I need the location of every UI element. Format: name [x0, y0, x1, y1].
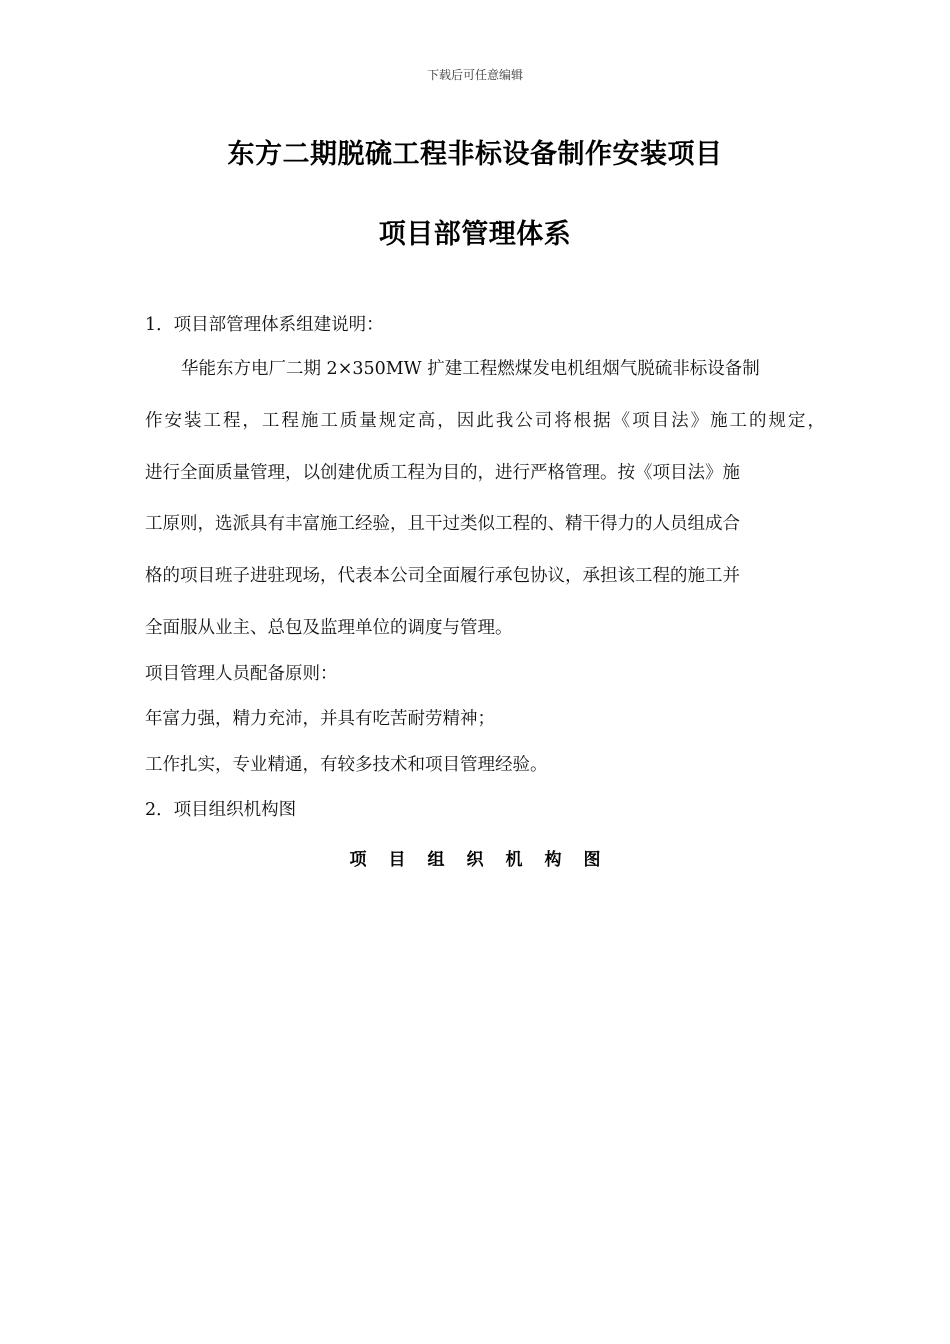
paragraph-line-5: 格的项目班子进驻现场，代表本公司全面履行承包协议，承担该工程的施工并: [145, 566, 740, 586]
paragraph-line-1: 华能东方电厂二期 2×350MW 扩建工程燃煤发电机组烟气脱硫非标设备制: [181, 359, 760, 379]
section1-heading: 1．项目部管理体系组建说明：: [145, 315, 384, 335]
staffing-item-1: 年富力强，精力充沛，并具有吃苦耐劳精神；: [145, 709, 495, 729]
document-title: 东方二期脱硫工程非标设备制作安装项目: [227, 139, 723, 170]
paragraph-line-6: 全面服从业主、总包及监理单位的调度与管理。: [145, 618, 513, 638]
staffing-heading: 项目管理人员配备原则：: [145, 664, 338, 684]
document-subtitle: 项目部管理体系: [378, 219, 572, 250]
header-note: 下载后可任意编辑: [426, 68, 523, 82]
section2-heading: 2．项目组织机构图: [145, 800, 297, 820]
paragraph-line-2: 作安装工程，工程施工质量规定高，因此我公司将根据《项目法》施工的规定，: [145, 411, 825, 431]
paragraph-line-4: 工原则，选派具有丰富施工经验，且干过类似工程的、精干得力的人员组成合: [145, 514, 740, 534]
staffing-item-2: 工作扎实，专业精通，有较多技术和项目管理经验。: [145, 755, 548, 775]
paragraph-line-3: 进行全面质量管理，以创建优质工程为目的，进行严格管理。按《项目法》施: [145, 463, 740, 483]
org-chart-title: 项目组织机构图: [349, 850, 623, 870]
